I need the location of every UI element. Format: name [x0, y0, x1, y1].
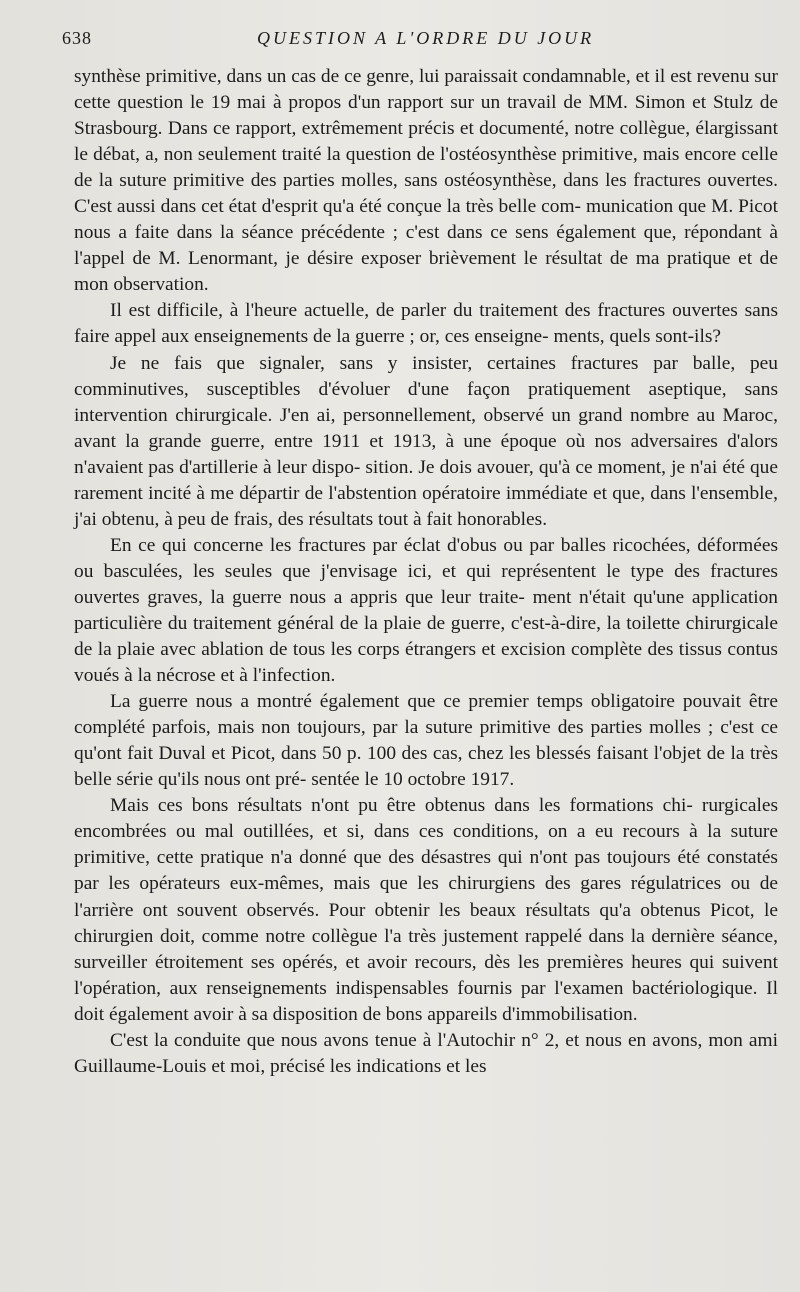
text-line: plaie de guerre, c'est-à-dire, la toilette chirurgicale de la plaie avec ablation — [74, 612, 778, 661]
text-line: obtenir les beaux résultats qu'a obtenus Picot, le chirurgien doit, comme — [74, 899, 778, 947]
paragraph — [74, 351, 778, 533]
text-line: départir de l'abstention opératoire immédiate et que, dans l'ensemble, j'ai — [74, 482, 778, 530]
text-line: ouvertes. C'est aussi dans cet état d'esprit qu'a été conçue la très belle com- — [74, 170, 778, 218]
text-line: et il est revenu sur cette question le 19 mai à propos d'un rapport sur un — [74, 66, 778, 114]
text-line: pouvait être complété parfois, mais non toujours, par la suture primitive — [74, 691, 778, 739]
text-line: synthèse primitive, dans un cas de ce genre, lui paraissait condamnable, — [74, 66, 631, 87]
text-line: appareils d'immobilisation. — [427, 1003, 638, 1025]
paragraph — [74, 64, 778, 298]
text-line: recours à la suture primitive, cette pratique n'a donné que des désastres qui — [74, 821, 778, 869]
text-line: comminutives, susceptibles d'évoluer d'une façon pratiquement aseptique, — [74, 378, 727, 400]
text-line: travail de MM. Simon et Stulz de Strasbourg. Dans ce rapport, extrêmement — [74, 92, 779, 140]
text-line: la nécrose et à l'infection. — [137, 665, 336, 687]
text-line: de tous les corps étrangers et excision complète des tissus contus voués à — [74, 639, 778, 687]
paragraph — [74, 298, 778, 350]
text-line: ment n'était qu'une application particulière du traitement général de la — [74, 586, 778, 634]
text-line: sans intervention chirurgicale. J'en ai, personnellement, observé un grand — [74, 378, 778, 426]
text-line: suivent l'opération, aux renseignements indispensables fournis par — [74, 951, 778, 999]
text-line: avons, mon ami Guillaume-Louis et moi, précisé les indications et les — [74, 1029, 778, 1077]
text-line: C'est la conduite que nous avons tenue à l'Autochir n° 2, et nous en — [110, 1029, 647, 1051]
text-line: La guerre nous a montré également que ce premier temps obligatoire — [110, 691, 675, 713]
text-line: époque où nos adversaires d'alors n'avaient pas d'artillerie à leur dispo- — [74, 430, 778, 478]
text-line: ce sens également que, répondant à l'appel de M. Lenormant, je désire — [74, 222, 778, 270]
paragraph — [74, 793, 778, 1027]
text-line: type des fractures ouvertes graves, la guerre nous a appris que leur traite- — [74, 560, 778, 608]
text-line: ments, quels sont-ils? — [553, 326, 721, 348]
text-line: obtenu, à peu de frais, des résultats tout à fait honorables. — [101, 508, 548, 530]
text-line: déformées ou basculées, les seules que j'envisage ici, et qui représentent le — [74, 534, 778, 582]
text-line: n'ont pas toujours été constatés par les opérateurs eux-mêmes, mais que les — [74, 847, 778, 895]
text-line: exposer brièvement le résultat de ma pratique et de mon observation. — [74, 248, 778, 296]
text-line: Mais ces bons résultats n'ont pu être obtenus dans les formations chi- — [110, 795, 693, 817]
text-line: traité la question de l'ostéosynthèse primitive, mais encore celle de la — [74, 144, 778, 192]
text-line: étroitement ses opérés, et avoir recours, dès les premières heures qui — [154, 951, 715, 973]
text-line: Il est difficile, à l'heure actuelle, de parler du traitement des fractures — [110, 300, 666, 322]
text-line: sentée le 10 octobre 1917. — [311, 769, 515, 791]
paragraph — [74, 533, 778, 689]
text-line: rurgicales encombrées ou mal outillées, et si, dans ces conditions, on a eu — [74, 795, 778, 843]
text-line: l'examen bactériologique. Il doit également avoir à sa disposition de bons — [74, 977, 778, 1025]
text-line: En ce qui concerne les fractures par éclat d'obus ou par balles ricochées, — [110, 534, 691, 556]
page-number: 638 — [62, 28, 92, 48]
text-line: suture primitive des parties molles, sans ostéosynthèse, dans les fractures — [119, 170, 701, 192]
text-line: Je ne fais que signaler, sans y insister, certaines fractures par balle, peu — [110, 352, 778, 374]
text-line: notre collègue l'a très justement rappelé dans la dernière séance, surveiller — [74, 925, 778, 973]
page-header — [62, 28, 762, 58]
text-line: sition. Je dois avouer, qu'à ce moment, je n'ai été que rarement incité à me — [74, 456, 778, 504]
text-line: chirurgiens des gares régulatrices ou de l'arrière ont souvent observés. Pour — [74, 873, 778, 921]
text-line: des parties molles ; c'est ce qu'ont fait Duval et Picot, dans 50 p. 100 des — [74, 717, 778, 765]
text-line: ouvertes sans faire appel aux enseignements de la guerre ; or, ces enseigne- — [74, 300, 778, 348]
text-line: cas, chez les blessés faisant l'objet de la très belle série qu'ils nous ont pré- — [74, 743, 778, 791]
running-title: QUESTION A L'ORDRE DU JOUR — [257, 28, 595, 48]
paragraph — [74, 1028, 778, 1080]
body-text — [74, 64, 778, 1080]
text-line: nombre au Maroc, avant la grande guerre, entre 1911 et 1913, à une — [74, 404, 778, 452]
text-line: munication que M. Picot nous a faite dans la séance précédente ; c'est dans — [74, 196, 778, 244]
text-line: précis et documenté, notre collègue, élargissant le débat, a, non seulement — [74, 118, 778, 166]
paragraph — [74, 689, 778, 793]
